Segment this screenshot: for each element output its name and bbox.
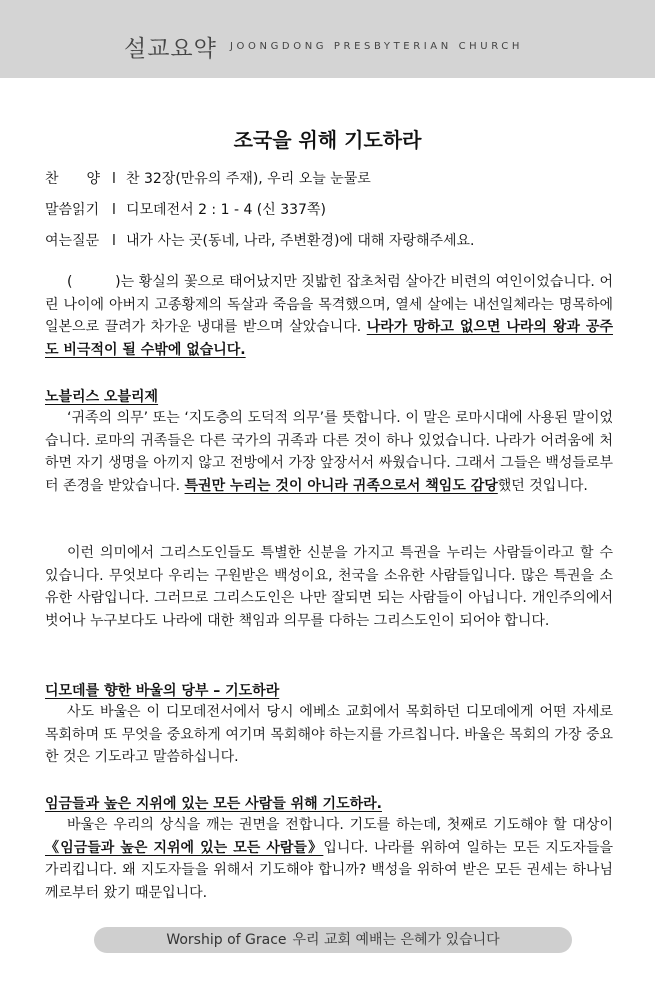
paragraph-intro [45,271,613,361]
question-label: 여는질문 [45,233,100,249]
section-heading-timothy: 디모데를 향한 바울의 당부 – 기도하라 [45,683,280,699]
hymn-row [45,168,371,188]
scripture-row [45,199,326,219]
paragraph-christians-text: 이런 의미에서 그리스도인들도 특별한 신분을 가지고 특권을 누리는 사람들이라고 할 수 있습니다. 무엇보다 우리는 구원받은 백성이요, 천국을 소유한 사람들입니다. 많은 특권을 소유한 사람입니다. 그러므로 그리스도인은 나만 잘되면 되는 사람들이 아닙니다. 개인주의에서 벗어나 누구보다도 나라에 대한 책임과 의무를 다하는 그리스도인이 되어야 합니다. [45,545,613,629]
paragraph-timothy-text: 사도 바울은 이 디모데전서에서 당시 에베소 교회에서 목회하던 디모데에게 어떤 자세로 목회하며 또 무엇을 중요하게 여기며 목회해야 하는지를 가르칩니다. 바울은 목회의 가장 중요한 것은 기도라고 말씀하십니다. [45,704,613,766]
paragraph-christians [45,542,613,632]
footer-english: Worship of Grace [166,932,287,948]
hymn-separator: l [112,171,116,187]
footer-banner [94,927,572,953]
paragraph-noblesse-text: ‘귀족의 의무’ 또는 ‘지도층의 도덕적 의무’를 뜻합니다. 이 말은 로마시대에 사용된 말이었습니다. 로마의 귀족들은 다른 국가의 귀족과 다른 것이 하나 있었습니다. 나라가 어려움에 처하면 자기 생명을 아끼지 않고 전방에서 가장 앞장서서 싸웠습니다. 그래서 그들은 백성들로부터 존경을 받았습니다. [45,410,613,494]
hymn-value: 찬 32장(만유의 주재), 우리 오늘 눈물로 [126,171,371,187]
paragraph-intro-emphasis: 나라가 망하고 없으면 나라의 왕과 공주도 비극적이 될 수밖에 없습니다. [45,319,613,358]
section-heading-noblesse: 노블리스 오블리제 [45,389,159,405]
paragraph-prayer-emphasis: 《임금들과 높은 지위에 있는 모든 사람들》 [45,839,324,856]
scripture-value: 디모데전서 2 : 1 - 4 (신 337쪽) [126,202,326,218]
hymn-label: 찬 양 [45,171,101,187]
sermon-title: 조국을 위해 기도하라 [233,128,422,152]
scripture-separator: l [112,202,116,218]
church-name: JOONGDONG PRESBYTERIAN CHURCH [230,41,523,52]
paragraph-noblesse-emphasis: 특권만 누리는 것이 아니라 귀족으로서 책임도 감당 [184,477,498,494]
paragraph-prayer-text: 바울은 우리의 상식을 깨는 권면을 전합니다. 기도를 하는데, 첫째로 기도해야 할 대상이 [67,817,613,833]
scripture-label: 말씀읽기 [45,202,100,218]
footer-korean: 우리 교회 예배는 은혜가 있습니다 [292,932,500,948]
paragraph-prayer-tail: 입니다. 나라를 위하여 일하는 모든 지도자들을 가리킵니다. 왜 지도자들을 위해서 기도해야 합니까? 백성을 위하여 받은 모든 권세는 하나님께로부터 왔기 때문입니다. [45,839,613,901]
question-value: 내가 사는 곳(동네, 나라, 주변환경)에 대해 자랑해주세요. [126,233,475,249]
question-row [45,230,475,250]
section-heading-prayer: 임금들과 높은 지위에 있는 모든 사람들 위해 기도하라. [45,796,382,812]
paragraph-noblesse [45,407,613,497]
paragraph-noblesse-tail: 했던 것입니다. [497,477,588,494]
bulletin-title: 설교요약 [124,36,217,62]
paragraph-prayer [45,814,613,904]
paragraph-timothy [45,701,613,769]
paragraph-intro-text: ( )는 황실의 꽃으로 태어났지만 짓밟힌 잡초처럼 살아간 비련의 여인이었습니다. 어린 나이에 아버지 고종황제의 독살과 죽음을 목격했으며, 열세 살에는 내선일체라는 명목하에 일본으로 끌려가 차가운 냉대를 받으며 살았습니다. [45,274,613,336]
question-separator: l [112,233,116,249]
header-bar [0,0,655,78]
